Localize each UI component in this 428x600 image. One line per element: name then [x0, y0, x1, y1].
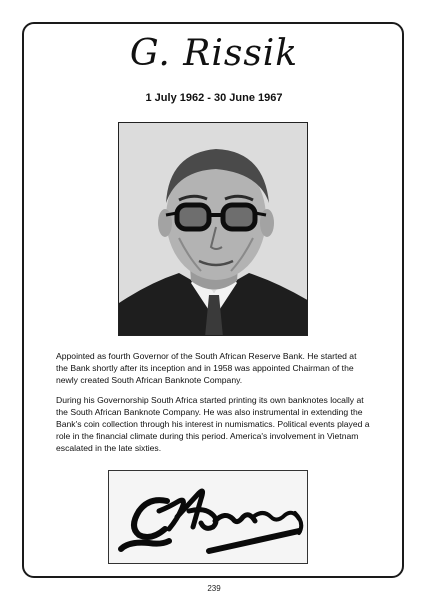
biography-paragraph-1: Appointed as fourth Governor of the South African Reserve Bank. He started at the Bank shortly after its inception and in 1958 was appointed Chairman of the newly created South African Banknote Company. — [56, 351, 357, 385]
portrait-photo — [118, 122, 308, 336]
page-number: 239 — [207, 584, 221, 593]
page-title: G. Rissik — [129, 33, 299, 74]
signature-image — [108, 470, 308, 564]
biography-paragraph-2: During his Governorship South Africa started printing its own banknotes locally at the South African Banknote Company. He was also instrumental in extending the Bank's coin collection through his interest in numismatics. Political events played a role in the financial climate during this period. America's involvement in Vietnam escalated in the late sixties. — [56, 395, 370, 453]
term-dates: 1 July 1962 - 30 June 1967 — [145, 92, 283, 104]
